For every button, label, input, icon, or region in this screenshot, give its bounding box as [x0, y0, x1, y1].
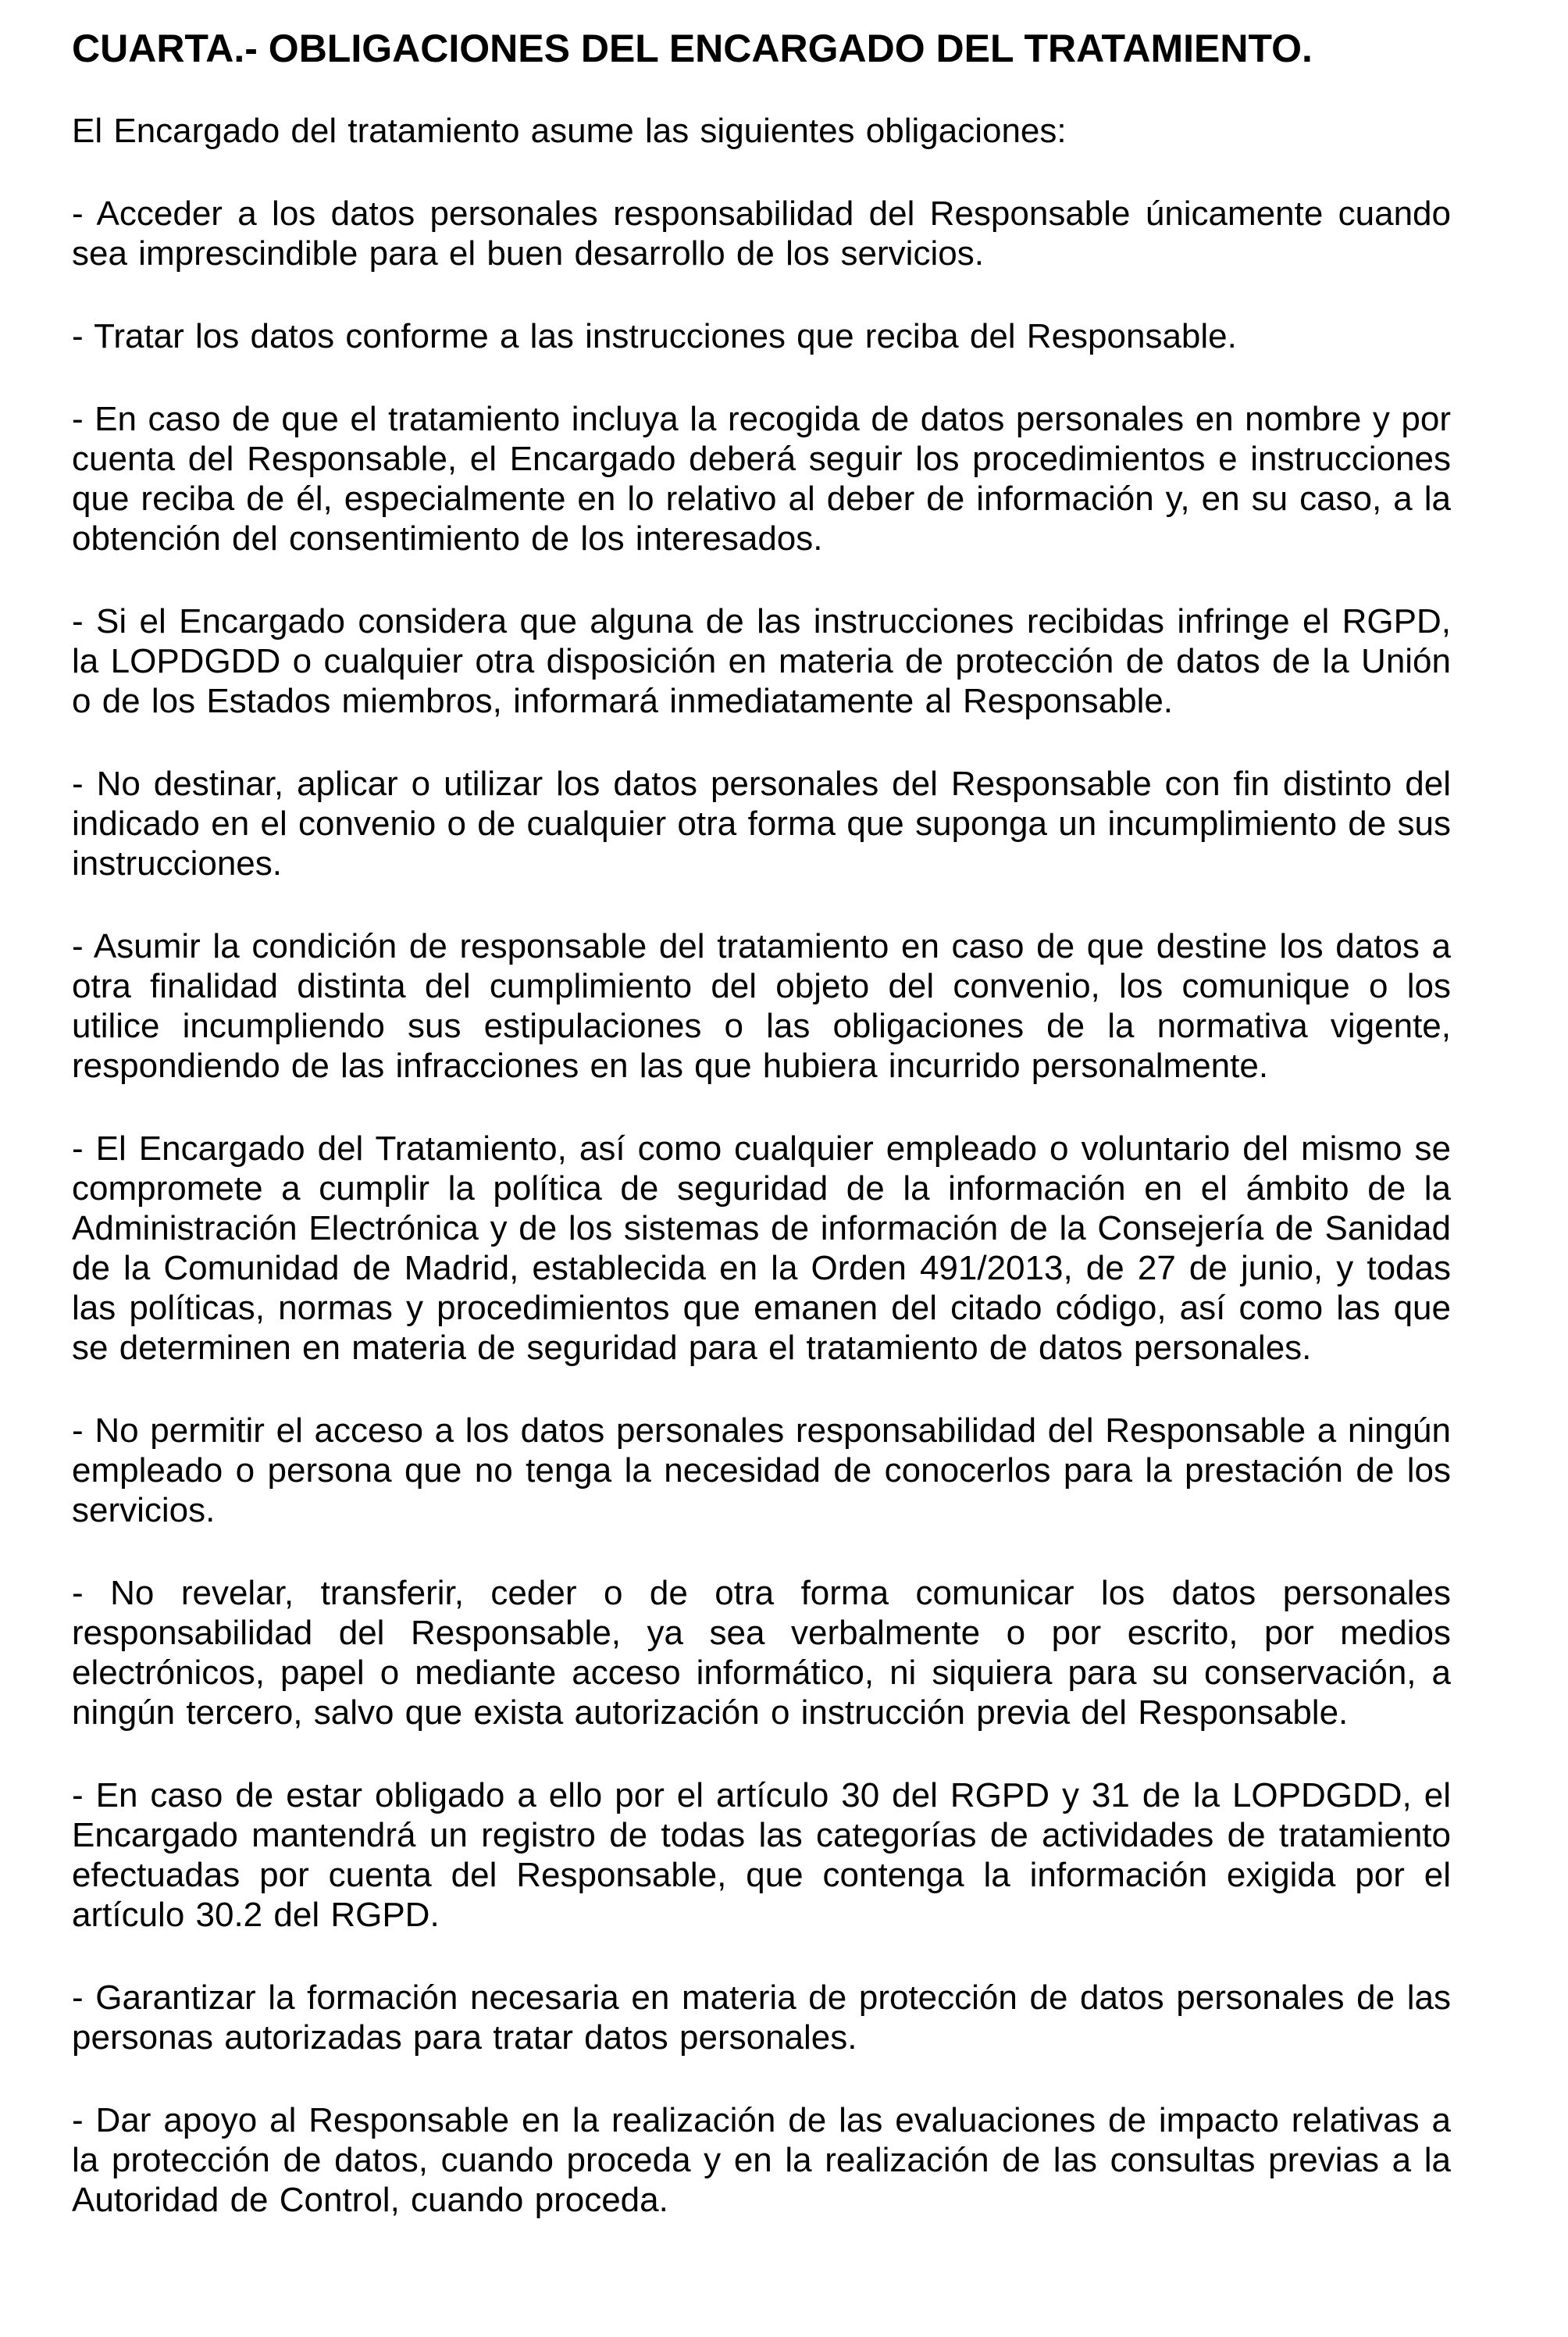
obligation-paragraph-6: - Asumir la condición de responsable del tratamiento en caso de que destine los datos a otra finalidad distinta del cumplimiento del objeto del convenio, los comunique o los utilice incumpliendo sus estipulaciones o las obligaciones de la normativa vigente, respondiendo de las infracciones en las que hubiera incurrido personalmente. — [72, 927, 1451, 1085]
obligation-paragraph-3: - En caso de que el tratamiento incluya la recogida de datos personales en nombre y por cuenta del Responsable, el Encargado deberá seguir los procedimientos e instrucciones que reciba de él, especialmente en lo relativo al deber de información y, en su caso, a la obtención del consentimiento de los interesados. — [72, 400, 1451, 558]
obligation-paragraph-11: - Garantizar la formación necesaria en materia de protección de datos personales de las personas autorizadas para tratar datos personales. — [72, 1978, 1451, 2057]
obligation-paragraph-10: - En caso de estar obligado a ello por el artículo 30 del RGPD y 31 de la LOPDGDD, el Encargado mantendrá un registro de todas las categorías de actividades de tratamiento efectuadas por cuenta del Responsable, que contenga la información exigida por el artículo 30.2 del RGPD. — [72, 1776, 1451, 1934]
obligation-paragraph-4: - Si el Encargado considera que alguna de las instrucciones recibidas infringe el RGPD, la LOPDGDD o cualquier otra disposición en materia de protección de datos de la Unión o de los Estados miembros, informará inmediatamente al Responsable. — [72, 602, 1451, 720]
obligation-paragraph-1: - Acceder a los datos personales responsabilidad del Responsable únicamente cuando sea imprescindible para el buen desarrollo de los servicios. — [72, 194, 1451, 273]
obligation-paragraph-12: - Dar apoyo al Responsable en la realización de las evaluaciones de impacto relativas a la protección de datos, cuando proceda y en la realización de las consultas previas a la Autoridad de Control, cuando proceda. — [72, 2101, 1451, 2219]
intro-paragraph: El Encargado del tratamiento asume las siguientes obligaciones: — [72, 112, 1067, 150]
document-title: CUARTA.- OBLIGACIONES DEL ENCARGADO DEL TRATAMIENTO. — [72, 27, 1313, 70]
obligation-paragraph-5: - No destinar, aplicar o utilizar los datos personales del Responsable con fin distinto del indicado en el convenio o de cualquier otra forma que suponga un incumplimiento de sus instrucciones. — [72, 765, 1451, 883]
obligation-paragraph-8: - No permitir el acceso a los datos personales responsabilidad del Responsable a ningún empleado o persona que no tenga la necesidad de conocerlos para la prestación de los servicios. — [72, 1411, 1451, 1529]
obligation-paragraph-7: - El Encargado del Tratamiento, así como cualquier empleado o voluntario del mismo se compromete a cumplir la política de seguridad de la información en el ámbito de la Administración Electrónica y de los sistemas de información de la Consejería de Sanidad de la Comunidad de Madrid, establecida en la Orden 491/2013, de 27 de junio, y todas las políticas, normas y procedimientos que emanen del citado código, así como las que se determinen en materia de seguridad para el tratamiento de datos personales. — [72, 1129, 1451, 1367]
obligation-paragraph-9: - No revelar, transferir, ceder o de otra forma comunicar los datos personales responsabilidad del Responsable, ya sea verbalmente o por escrito, por medios electrónicos, papel o mediante acceso informático, ni siquiera para su conservación, a ningún tercero, salvo que exista autorización o instrucción previa del Responsable. — [72, 1574, 1451, 1732]
obligation-paragraph-2: - Tratar los datos conforme a las instrucciones que reciba del Responsable. — [72, 317, 1237, 355]
